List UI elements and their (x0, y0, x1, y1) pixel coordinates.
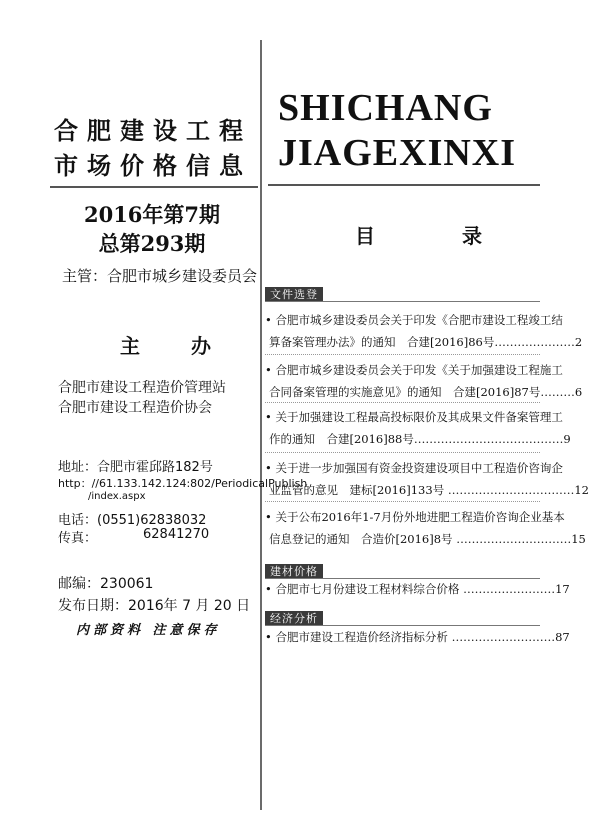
toc-entry-line1: • 关于进一步加强国有资金投资建设项目中工程造价咨询企 (265, 461, 563, 475)
title-en-line1: SHICHANG (278, 87, 493, 129)
column-divider (260, 40, 262, 810)
section-rule (265, 301, 540, 302)
title-cn-line1: 合肥建设工程 (54, 116, 252, 145)
toc-entry[interactable] (265, 506, 586, 550)
section-label-economic-analysis: 经济分析 (265, 611, 323, 626)
section-label-material-prices: 建材价格 (265, 564, 323, 579)
website-line2: /index.aspx (88, 491, 146, 502)
issue-total: 总第293期 (98, 231, 206, 256)
right-rule (268, 184, 540, 186)
fax-label: 传真： (58, 531, 98, 546)
postcode: 邮编：230061 (58, 576, 154, 592)
toc-entry-line1: • 关于公布2016年1-7月份外地进肥工程造价咨询企业基本 (265, 510, 565, 524)
address: 地址：合肥市霍邱路182号 (58, 460, 213, 475)
toc-entry[interactable] (265, 309, 583, 353)
host-org-1: 合肥市建设工程造价管理站 (58, 380, 226, 396)
toc-entry-line1: • 合肥市建设工程造价经济指标分析 ………………………87 (265, 630, 570, 644)
publish-date: 发布日期：2016年 7 月 20 日 (58, 598, 251, 614)
toc-entry-line1: • 合肥市七月份建设工程材料综合价格 ……………………17 (265, 582, 570, 596)
toc-entry[interactable] (265, 626, 570, 648)
toc-entry-line1: • 关于加强建设工程最高投标限价及其成果文件备案管理工 (265, 410, 563, 424)
entry-separator (265, 452, 540, 453)
host-label: 主 办 (120, 334, 233, 358)
toc-entry-line1: • 合肥市城乡建设委员会关于印发《关于加强建设工程施工 (265, 363, 563, 377)
toc-entry-line2: 信息登记的通知 合造价[2016]8号 …………………………15 (269, 532, 586, 546)
toc-entry-line2: 算备案管理办法》的通知 合建[2016]86号…………………2 (269, 335, 583, 349)
toc-entry[interactable] (265, 457, 589, 501)
toc-entry[interactable] (265, 578, 570, 600)
toc-entry-line2: 合同备案管理的实施意见》的通知 合建[2016]87号………6 (269, 385, 583, 399)
title-en-line2: JIAGEXINXI (278, 132, 517, 174)
entry-separator (265, 354, 540, 355)
entry-separator (265, 501, 540, 502)
toc-entry[interactable] (265, 359, 583, 403)
host-org-2: 合肥市建设工程造价协会 (58, 400, 212, 416)
section-label-documents: 文件选登 (265, 287, 323, 302)
left-rule (50, 186, 258, 188)
toc-heading: 目 录 (355, 224, 522, 248)
entry-separator (265, 402, 540, 403)
toc-entry-line2: 业监管的意见 建标[2016]133号 ……………………………12 (269, 483, 589, 497)
internal-note: 内部资料 注意保存 (76, 623, 221, 638)
title-cn-line2: 市场价格信息 (54, 151, 252, 180)
toc-entry[interactable] (265, 406, 571, 450)
toc-entry-line1: • 合肥市城乡建设委员会关于印发《合肥市建设工程竣工结 (265, 313, 563, 327)
fax-number: 62841270 (143, 527, 210, 542)
toc-entry-line2: 作的通知 合建[2016]88号…………………………………9 (269, 432, 571, 446)
phone: 电话：(0551)62838032 (58, 513, 207, 528)
website-line1: http：//61.133.142.124:802/PeriodicalPublish (58, 477, 308, 490)
issue-number: 2016年第7期 (83, 202, 221, 227)
supervisor: 主管：合肥市城乡建设委员会 (62, 267, 258, 285)
